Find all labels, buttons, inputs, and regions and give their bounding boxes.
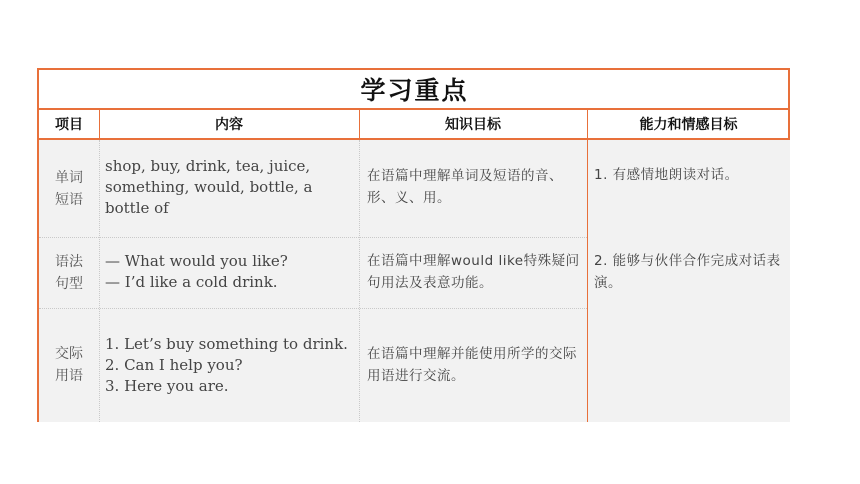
content-line: — I’d like a cold drink. [105, 273, 278, 291]
category-line: 句型 [55, 275, 83, 292]
column-divider [99, 140, 100, 422]
ability-goal-1: 1. 有感情地朗读对话。 [594, 167, 739, 183]
header-divider [99, 110, 100, 140]
content-words: shop, buy, drink, tea, juice, something, would, bottle, a bottle of [105, 157, 313, 217]
category-line: 短语 [55, 191, 83, 208]
row-category-grammar [39, 237, 99, 308]
header-item: 项目 [39, 110, 99, 140]
header-ability: 能力和情感目标 [587, 110, 790, 140]
row-divider [39, 308, 587, 309]
knowledge-communication: 在语篇中理解并能使用所学的交际用语进行交流。 [367, 346, 577, 384]
content-line: — What would you like? [105, 252, 288, 270]
ability-column-divider [587, 110, 588, 422]
knowledge-grammar: 在语篇中理解would like特殊疑问句用法及表意功能。 [367, 253, 580, 291]
ability-goal-2: 2. 能够与伙伴合作完成对话表演。 [594, 253, 781, 291]
column-divider [359, 140, 360, 422]
header-knowledge: 知识目标 [359, 110, 587, 140]
content-line: 3. Here you are. [105, 377, 229, 395]
content-grammar [105, 251, 355, 293]
header-divider [359, 110, 360, 140]
header-content: 内容 [99, 110, 359, 140]
knowledge-words: 在语篇中理解单词及短语的音、形、义、用。 [367, 168, 563, 206]
row-divider [39, 237, 587, 238]
row-category-communication [39, 308, 99, 422]
category-line: 交际 [55, 346, 83, 362]
content-line: 2. Can I help you? [105, 356, 243, 374]
content-communication [105, 334, 355, 397]
row-category-words [39, 140, 99, 237]
key-points-table [37, 68, 790, 422]
category-line: 用语 [55, 368, 83, 384]
table-title: 学习重点 [39, 70, 790, 110]
category-line: 单词 [55, 169, 83, 186]
content-line: 1. Let’s buy something to drink. [105, 335, 348, 353]
category-line: 语法 [55, 253, 83, 270]
